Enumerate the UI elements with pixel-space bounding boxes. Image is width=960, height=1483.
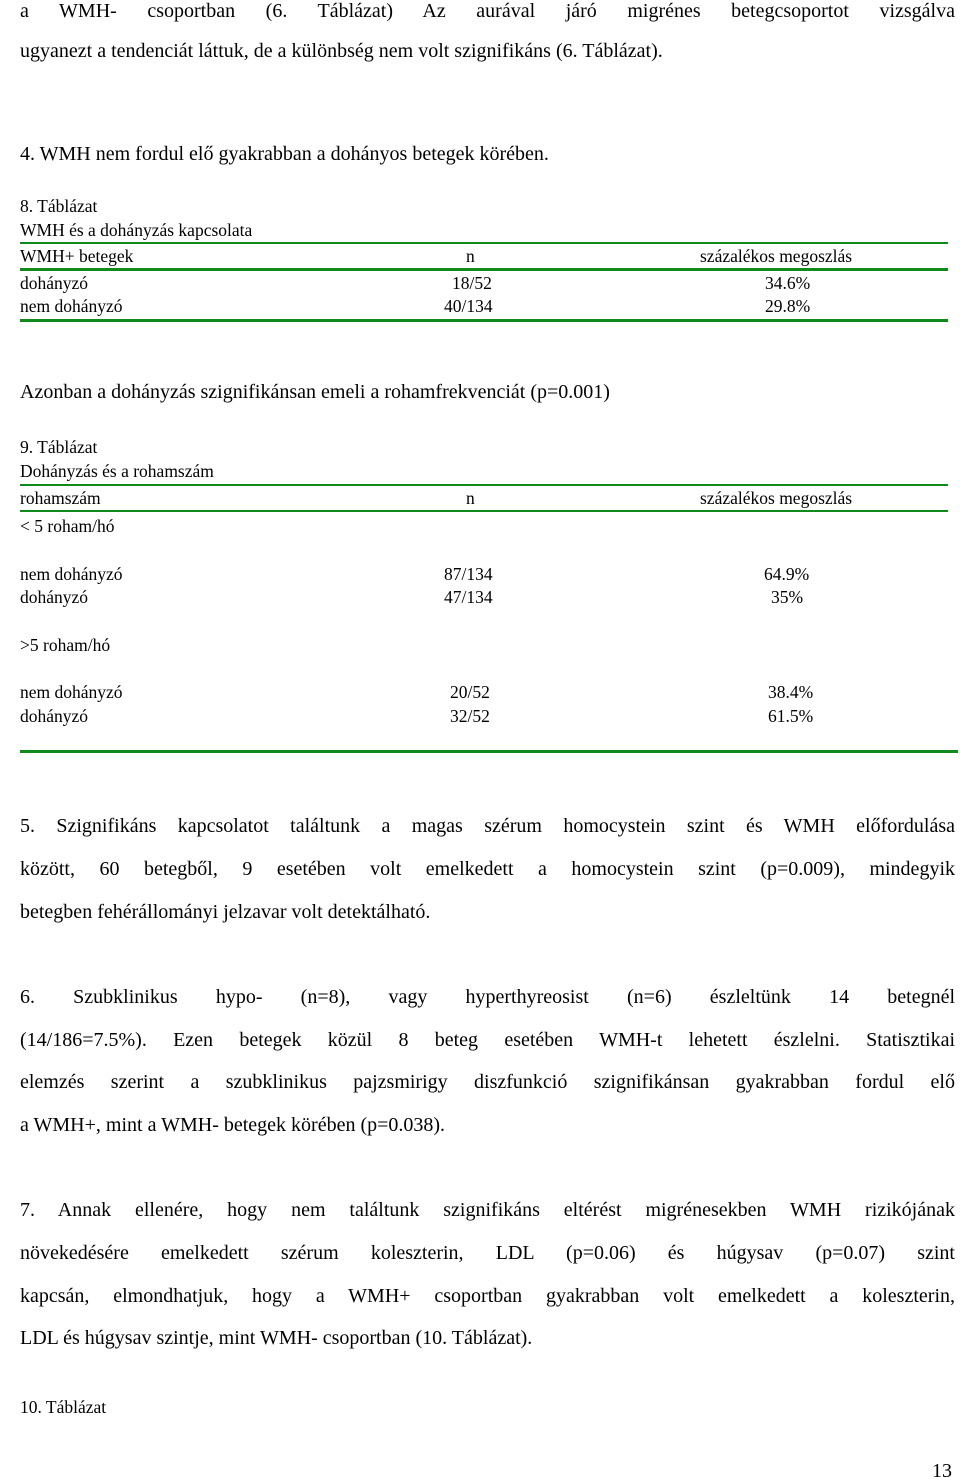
table-9-label: 9. Táblázat	[20, 437, 98, 457]
table-cell-group: dohányzó	[20, 273, 89, 293]
table-cell-pct: 64.9%	[764, 564, 810, 584]
finding-6-line-4: a WMH+, mint a WMH- betegek körében (p=0.038).	[20, 1114, 446, 1136]
finding-7-line-4: LDL és húgysav szintje, mint WMH- csoportban (10. Táblázat).	[20, 1327, 533, 1349]
table-cell-group: nem dohányzó	[20, 296, 123, 316]
table-9-group-2: >5 roham/hó	[20, 635, 111, 655]
table-cell-group: dohányzó	[20, 706, 89, 726]
table-cell-pct: 34.6%	[765, 273, 811, 293]
table-9-header-pct: százalékos megoszlás	[700, 488, 853, 508]
finding-5-line-2: között, 60 betegből, 9 esetében volt emelkedett a homocystein szint (p=0.009), mindegyik	[20, 858, 955, 880]
finding-7-line-2: növekedésére emelkedett szérum koleszterin, LDL (p=0.06) és húgysav (p=0.07) szint	[20, 1242, 955, 1264]
finding-7-line-1: 7. Annak ellenére, hogy nem találtunk szignifikáns eltérést migrénesekben WMH rizikójának	[20, 1199, 955, 1221]
finding-7-line-3: kapcsán, elmondhatjuk, hogy a WMH+ csoportban gyakrabban volt emelkedett a koleszterin,	[20, 1285, 955, 1307]
table-8-title: WMH és a dohányzás kapcsolata	[20, 220, 253, 240]
finding-6-line-3: elemzés szerint a szubklinikus pajzsmirigy diszfunkció szignifikánsan gyakrabban fordul elő	[20, 1071, 955, 1093]
table-9-header-rule	[20, 510, 948, 512]
table-9-bottom-rule	[20, 750, 958, 753]
table-8-header-n: n	[466, 246, 475, 266]
intro-line-2: ugyanezt a tendenciát láttuk, de a különbség nem volt szignifikáns (6. Táblázat).	[20, 40, 663, 62]
table-8-label: 8. Táblázat	[20, 196, 98, 216]
table-cell-n: 20/52	[450, 682, 490, 702]
intro-line-1: a WMH- csoportban (6. Táblázat) Az aurával járó migrénes betegcsoportot vizsgálva	[20, 0, 955, 22]
finding-4: 4. WMH nem fordul elő gyakrabban a dohányos betegek körében.	[20, 143, 549, 165]
table-cell-group: nem dohányzó	[20, 682, 123, 702]
table-8-top-rule	[20, 242, 948, 244]
finding-6-line-1: 6. Szubklinikus hypo- (n=8), vagy hyperthyreosist (n=6) észleltünk 14 betegnél	[20, 986, 955, 1008]
table-cell-pct: 38.4%	[768, 682, 814, 702]
table-8-header-pct: százalékos megoszlás	[700, 246, 853, 266]
table-cell-n: 40/134	[444, 296, 493, 316]
table-9-group-1: < 5 roham/hó	[20, 516, 115, 536]
table-8-bottom-rule	[20, 319, 948, 322]
table-9-header-n: n	[466, 488, 475, 508]
finding-5-line-3: betegben fehérállományi jelzavar volt detektálható.	[20, 901, 431, 923]
table-cell-n: 32/52	[450, 706, 490, 726]
table-9-header-group: rohamszám	[20, 488, 101, 508]
table-cell-pct: 35%	[771, 587, 804, 607]
table-cell-pct: 61.5%	[768, 706, 814, 726]
table-cell-n: 47/134	[444, 587, 493, 607]
table-cell-group: nem dohányzó	[20, 564, 123, 584]
table-9-title: Dohányzás és a rohamszám	[20, 461, 214, 481]
table-cell-pct: 29.8%	[765, 296, 811, 316]
table-cell-n: 18/52	[452, 273, 492, 293]
table-10-label: 10. Táblázat	[20, 1397, 107, 1417]
table-8-header-rule	[20, 268, 948, 271]
page-number: 13	[932, 1460, 952, 1482]
table-cell-n: 87/134	[444, 564, 493, 584]
table-8-header-group: WMH+ betegek	[20, 246, 134, 266]
finding-6-line-2: (14/186=7.5%). Ezen betegek közül 8 beteg esetében WMH-t lehetett észlelni. Statisztikai	[20, 1029, 955, 1051]
finding-5-line-1: 5. Szignifikáns kapcsolatot találtunk a magas szérum homocystein szint és WMH előfordulása	[20, 815, 955, 837]
table-cell-group: dohányzó	[20, 587, 89, 607]
table-9-top-rule	[20, 484, 948, 486]
between-text: Azonban a dohányzás szignifikánsan emeli a rohamfrekvenciát (p=0.001)	[20, 381, 610, 403]
